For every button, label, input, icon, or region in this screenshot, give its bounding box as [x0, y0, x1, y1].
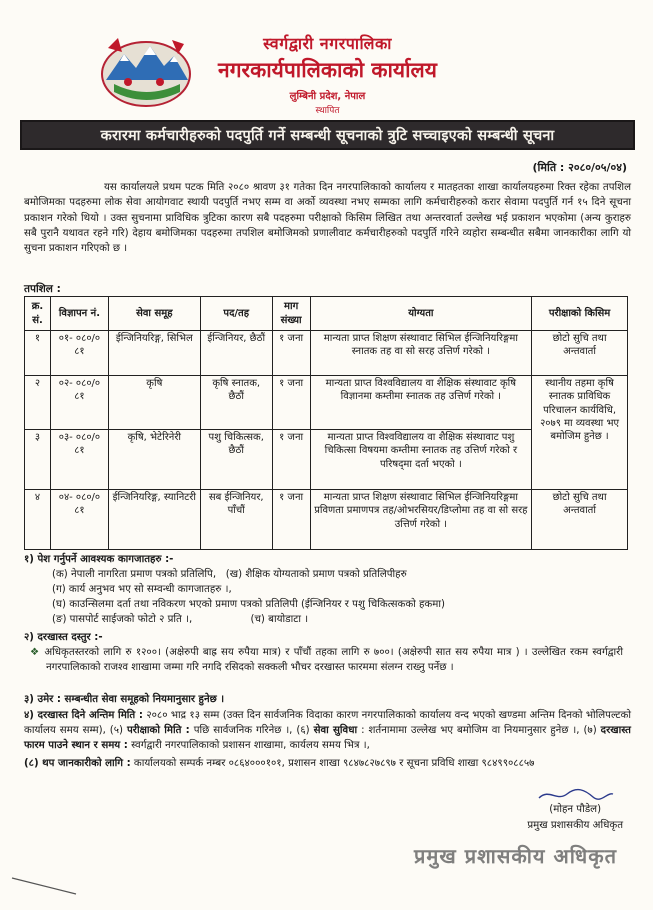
table-row	[25, 376, 628, 430]
table-cell: १ जना	[272, 376, 310, 430]
vacancy-table	[24, 296, 628, 550]
table-row	[25, 490, 628, 550]
deadline-text: २०८० भाद्र १३ सम्म (उक्त दिन सार्वजनिक विदाका कारण नगरपालिकाको कार्यालय वन्द भएको खण्डमा अन्तिम दिनको भोलिपल्टको कार्यालय समय सम्म), (५)	[24, 710, 631, 736]
table-cell: १ जना	[272, 490, 310, 550]
table-cell: कृषि स्नातक, छैठौं	[200, 376, 272, 430]
table-cell: पशु चिकित्सक, छैठौं	[200, 430, 272, 490]
table-cell: ईन्जिनियरिङ्ग, स्यानिटरी	[108, 490, 200, 550]
deadline-section	[24, 708, 631, 753]
office-title: नगरकार्यपालिकाको कार्यालय	[218, 57, 437, 82]
table-cell: १	[25, 331, 51, 376]
table-row	[25, 331, 628, 376]
contact-section	[24, 756, 631, 771]
table-header: विज्ञापन नं.	[50, 297, 108, 331]
table-header-row	[25, 297, 628, 331]
table-cell: ०१- ०८०/० ८१	[50, 331, 108, 376]
table-cell: स्थानीय तहमा कृषि स्नातक प्राविधिक परिचालन कार्यविधि, २०७९ मा व्यवस्था भए बमोजिम हुनेछ ।	[532, 376, 628, 490]
form-location-text: स्वर्गद्वारी नगरपालिकाको प्रशासन शाखामा, कार्यलय समय भित्र ।,	[131, 740, 370, 751]
signatory-name: (मोहन पौडेल)	[549, 804, 602, 815]
table-cell: ३	[25, 430, 51, 490]
diamond-bullet-icon: ❖	[30, 647, 45, 658]
service-label: सेवा सुविधा	[313, 725, 358, 736]
table-header: सेवा समूह	[108, 297, 200, 331]
documents-item: (ग) कार्य अनुभव भए सो सम्वन्धी कागजातहरु ।,	[52, 584, 232, 595]
table-cell: १ जना	[272, 331, 310, 376]
service-text: : शर्तनामामा उल्लेख भए बमोजिम वा नियमानुसार हुनेछ ।, (७)	[361, 725, 597, 736]
table-header: पद/तह	[200, 297, 272, 331]
table-cell: २	[25, 376, 51, 430]
municipality-name: स्वर्गद्वारी नगरपालिका	[263, 34, 392, 53]
table-cell: ०३- ०८०/० ८१	[50, 430, 108, 490]
documents-item: (क) नेपाली नागरिता प्रमाण पत्रको प्रतिलिपि, (ख) शैक्षिक योग्यताको प्रमाण पत्रको प्रतिलिपीहरु	[52, 569, 407, 580]
table-header: माग संख्या	[272, 297, 310, 331]
table-header: योग्यता	[310, 297, 531, 331]
table-cell: १ जना	[272, 430, 310, 490]
exam-date-label: परीक्षाको मिति :	[127, 725, 190, 736]
table-cell: ४	[25, 490, 51, 550]
intro-paragraph: यस कार्यालयले प्रथम पटक मिति २०८० श्रावण ३१ गतेका दिन नगरपालिकाको कार्यालय र मातहतका शाखा कार्यालयहरुमा रिक्त रहेका तपशिल बमोजिमका पदहरुमा लोक सेवा आयोगवाट स्थायी पदपुर्ति नभए सम्म वा अर्को व्यवस्था नभए सम्मका लागि कर्मचारीहरुको करार सेवामा पदपुर्ति गर्न १५ दिने सूचना प्रकाशन गरेको थियो । उक्त सुचनामा प्राविधिक त्रुटिका कारण सबै पदहरुमा परीक्षाको किसिम लिखित तथा अन्तरवार्ता उल्लेख भई प्रकाशन भएकोमा (अन्य कुराहरु सबै पुरानै यथावत रहने गरि) देहाय बमोजिमका पदहरुमा तपशिल बमोजिमको प्रणालीवाट कर्मचारीहरुको पदपुर्ति गरिने व्यहोरा सम्बन्धीत सबैमा जानकारीका लागि यो सुचना प्रकाशन गरिएको छ ।	[24, 182, 631, 255]
signature-block	[527, 788, 623, 834]
table-cell: सब ईन्जिनियर, पाँचौं	[200, 490, 272, 550]
table-cell: कृषि	[108, 376, 200, 430]
table-cell: ईन्जिनियरिङ्ग, सिभिल	[108, 331, 200, 376]
scribble-mark-icon	[10, 872, 80, 896]
table-cell: मान्यता प्राप्त शिक्षण संस्थावाट सिभिल ईन्जिनियरिङ्गमा स्नातक तह वा सो सरह उत्तिर्ण गरेको ।	[310, 331, 531, 376]
office-place: लुम्बिनी प्रदेश, नेपाल	[289, 91, 366, 102]
documents-section	[24, 552, 631, 627]
contact-label: (८) थप जानकारीको लागि :	[24, 758, 131, 769]
documents-item: (ङ) पासपोर्ट साईजको फोटो २ प्रति ।, (च) बायोडाटा ।	[52, 614, 309, 625]
fee-text-block	[24, 645, 631, 675]
age-section	[24, 692, 631, 707]
exam-date-text: पछि सार्वजनिक गरिनेछ ।, (६)	[193, 725, 310, 736]
fee-section	[24, 630, 631, 675]
documents-heading: १) पेश गर्नुपर्ने आवश्यक कागजातहरु :-	[24, 554, 174, 565]
age-text: ३) उमेर : सम्बन्धीत सेवा समूहको नियमानुसार हुनेछ ।	[24, 694, 225, 705]
office-established: स्थापित	[315, 106, 340, 116]
form-location-label: दरखास्त फारम पाउने स्थान र समय :	[24, 725, 631, 751]
schedule-label: तपशिल :	[24, 283, 61, 295]
fee-heading: २) दरखास्त दस्तुर :-	[24, 632, 103, 643]
table-cell: कृषि, भेटेरिनेरी	[108, 430, 200, 490]
table-header: क्र. सं.	[25, 297, 51, 331]
table-cell: मान्यता प्राप्त विश्वविद्यालय वा शैक्षिक संस्थावाट पशु चिकित्सा विषयमा कम्तीमा स्नातक तह उत्तिर्ण गरेको र परिषद्‌मा दर्ता भएको ।	[310, 430, 531, 490]
table-header: परीक्षाको किसिम	[532, 297, 628, 331]
table-cell: छोटो सुचि तथा अन्तवार्ता	[532, 331, 628, 376]
deadline-label: ४) दरखास्त दिने अन्तिम मिति :	[24, 710, 143, 721]
office-names	[20, 32, 635, 131]
table-cell: ०२- ०८०/० ८१	[50, 376, 108, 430]
table-cell: ईन्जिनियर, छैठौं	[200, 331, 272, 376]
table-cell: मान्यता प्राप्त विश्वविद्यालय वा शैक्षिक संस्थावाट कृषि विज्ञानमा कम्तीमा स्नातक तह उत्तिर्ण गरेको ।	[310, 376, 531, 430]
notice-title-banner: करारमा कर्मचारीहरुको पदपुर्ति गर्ने सम्बन्धी सूचनाको त्रुटि सच्चाइएको सम्बन्धी सूचना	[20, 120, 635, 150]
signatory-designation: प्रमुख प्रशासकीय अधिकृत	[527, 820, 623, 831]
fee-text: अधिकृतस्तरको लागि रु १२००। (अक्षेरुपी बाह्र सय रुपैया मात्र) र पाँचौं तहका लागि रु ७००। (अक्षेरुपी सात सय रुपैया मात्र ) । उल्लेखित रकम स्वर्गद्वारी नगरपालिकाको राजश्व शाखामा जम्मा गरि नगदि रसिदको सक्कली भौचर दरखास्त फारममा संलग्न राख्नु पर्नेछ ।	[44, 647, 623, 673]
notice-date: (मिति : २०८०/०५/०४)	[532, 161, 627, 174]
table-cell: ०४- ०८०/० ८१	[50, 490, 108, 550]
designation-stamp: प्रमुख प्रशासकीय अधिकृत	[414, 844, 617, 868]
signature-icon	[535, 788, 615, 802]
table-cell: छोटो सुचि तथा अन्तवार्ता	[532, 490, 628, 550]
documents-item: (घ) काउन्सिलमा दर्ता तथा नविकरण भएको प्रमाण पत्रको प्रतिलिपी (ईन्जिनियर र पशु चिकित्सकको हकमा)	[52, 599, 445, 610]
contact-text: कार्यालयको सम्पर्क नम्बर ०८६४०००१०१, प्रशासन शाखा ९८४७८२७८९७ र सूचना प्रविधि शाखा ९८४९९०८८५७	[133, 758, 535, 769]
letterhead	[20, 10, 635, 120]
table-cell: मान्यता प्राप्त शिक्षण संस्थावाट सिभिल ईन्जिनियरिङ्गमा प्रविणता प्रमाणपत्र तह/ओभरसियर/डिप्लोमा तह वा सो सरह उत्तिर्ण गरेको ।	[310, 490, 531, 550]
